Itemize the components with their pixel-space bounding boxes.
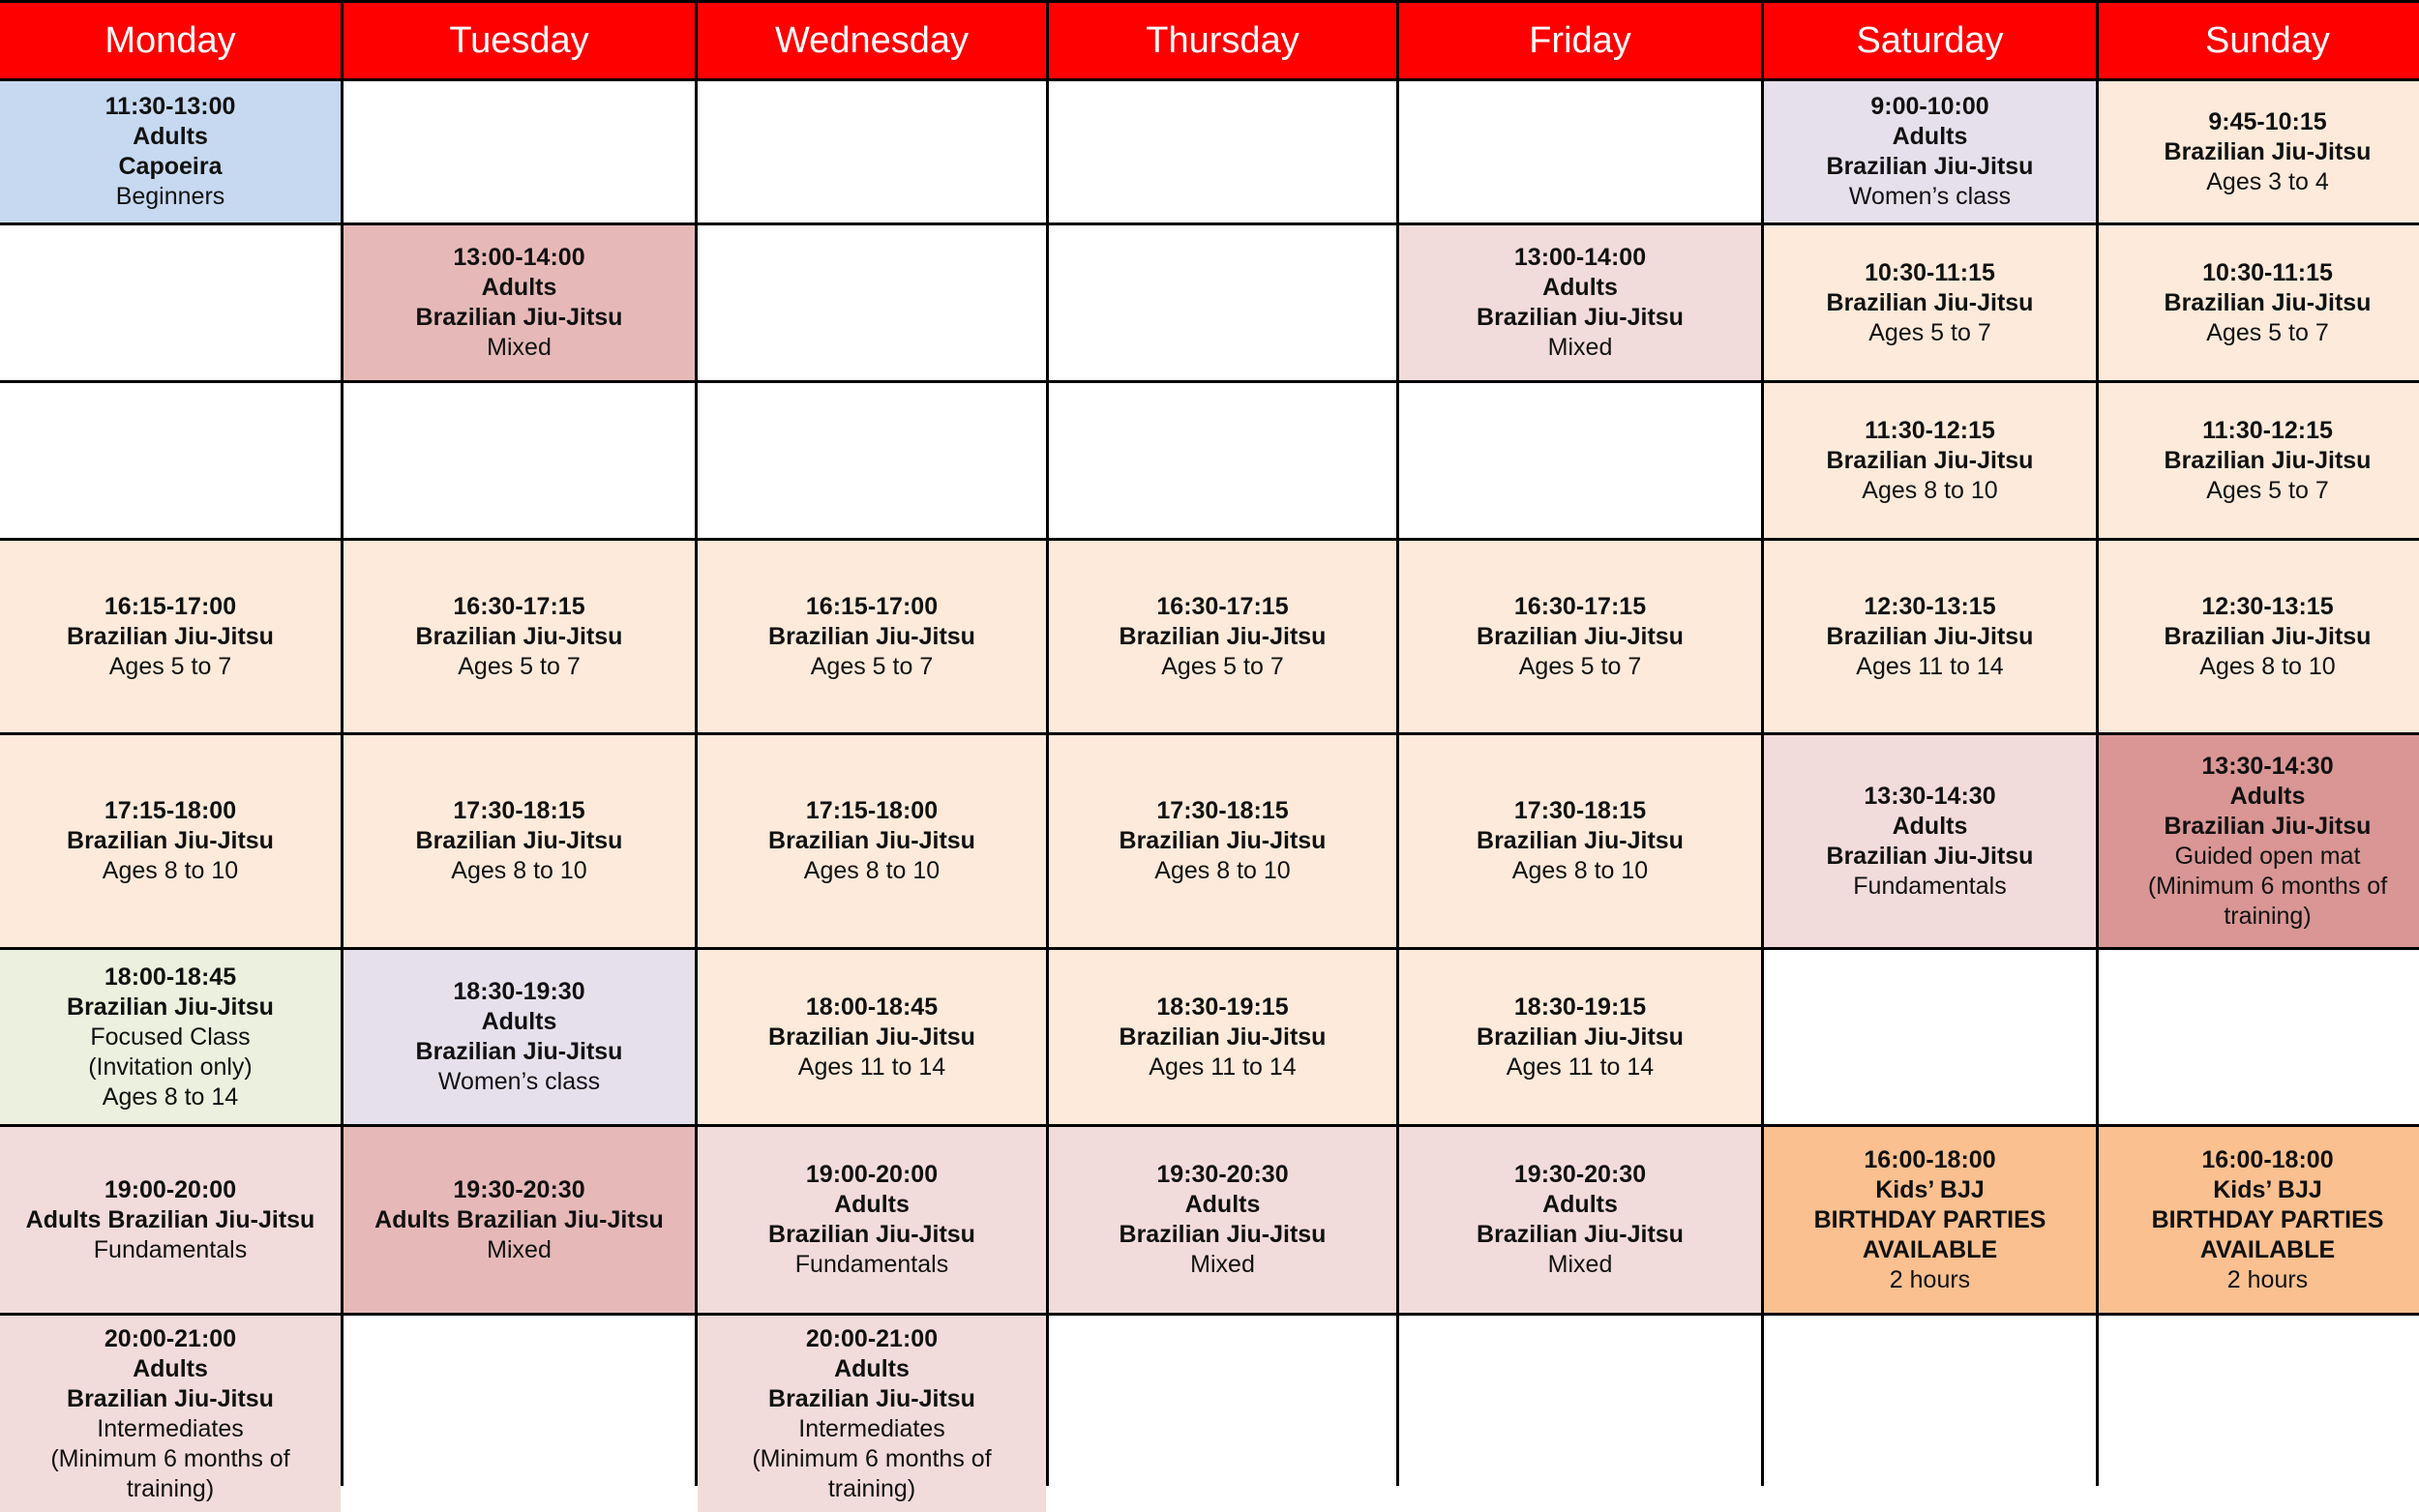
class-detail: Brazilian Jiu-Jitsu [1826,288,2034,316]
class-detail: Ages 5 to 7 [2206,476,2329,504]
class-time: 16:15-17:00 [805,592,939,620]
class-detail: Fundamentals [93,1235,248,1263]
class-detail: Adults [834,1354,910,1382]
class-time: 19:30-20:30 [1156,1161,1289,1188]
class-detail: Brazilian Jiu-Jitsu [768,827,975,854]
class-slot-friday [1399,541,1761,732]
class-detail: Ages 8 to 14 [102,1082,239,1111]
empty-slot-friday [1399,1316,1761,1512]
day-header-sunday: Sunday [2099,3,2419,78]
empty-slot-wednesday [698,383,1046,538]
class-detail: Ages 3 to 4 [2206,167,2329,195]
class-slot-thursday [1049,950,1396,1124]
empty-slot-thursday [1049,383,1396,538]
empty-slot-monday [0,225,341,380]
class-detail: Adults [133,1354,208,1382]
class-detail: Adults [1892,123,1968,150]
empty-slot-wednesday [698,225,1046,380]
class-detail: Adults [1542,274,1618,301]
class-detail: Intermediates [97,1414,244,1442]
empty-slot-sunday [2099,1316,2419,1512]
class-time: 13:00-14:00 [453,244,585,271]
class-slot-monday [0,81,341,222]
empty-slot-tuesday [343,81,695,222]
class-detail: Adults [1184,1191,1261,1218]
class-slot-saturday [1764,541,2096,732]
class-detail: Ages 5 to 7 [810,652,934,680]
class-slot-sunday [2099,541,2419,732]
class-time: 18:30-19:15 [1513,993,1647,1021]
class-detail: (Minimum 6 months of [50,1444,290,1472]
class-detail: Brazilian Jiu-Jitsu [2164,137,2372,165]
empty-slot-monday [0,383,341,538]
class-detail: (Minimum 6 months of [752,1444,992,1472]
class-detail: Kids’ BJJ [2213,1175,2322,1203]
empty-slot-tuesday [343,1316,695,1512]
class-detail: Adults Brazilian Jiu-Jitsu [374,1205,664,1233]
class-slot-thursday [1049,735,1396,947]
class-slot-saturday [1764,383,2096,538]
class-detail: 2 hours [1889,1265,1971,1293]
empty-slot-thursday [1049,81,1396,222]
class-slot-sunday [2099,1127,2419,1313]
empty-slot-tuesday [343,383,695,538]
class-detail: Focused Class [90,1023,251,1051]
class-slot-thursday [1049,1127,1396,1313]
class-detail: Brazilian Jiu-Jitsu [768,1384,975,1412]
class-detail: Ages 5 to 7 [1868,318,1991,346]
class-slot-tuesday [343,541,695,732]
class-time: 19:00-20:00 [805,1161,939,1188]
class-slot-friday [1399,1127,1761,1313]
class-detail: Ages 5 to 7 [458,652,581,680]
class-detail: Ages 11 to 14 [1856,652,2004,680]
class-time: 19:30-20:30 [453,1175,585,1203]
class-time: 17:30-18:15 [1513,797,1647,824]
class-detail: Ages 8 to 10 [1862,476,1998,504]
class-detail: Ages 11 to 14 [1149,1052,1297,1081]
class-detail: Brazilian Jiu-Jitsu [1826,622,2034,650]
class-time: 18:00-18:45 [805,993,939,1021]
class-slot-wednesday [698,541,1046,732]
class-detail: Ages 11 to 14 [797,1052,946,1081]
class-detail: Ages 5 to 7 [1161,652,1284,680]
class-time: 12:30-13:15 [1864,592,1996,620]
class-detail: (Invitation only) [88,1052,253,1081]
class-detail: training) [126,1474,215,1502]
class-slot-monday [0,1316,341,1512]
class-detail: Brazilian Jiu-Jitsu [2164,812,2372,840]
class-detail: Brazilian Jiu-Jitsu [1119,622,1327,650]
class-detail: Ages 8 to 10 [1511,857,1649,884]
class-detail: Brazilian Jiu-Jitsu [768,622,975,650]
class-detail: Brazilian Jiu-Jitsu [1477,1023,1684,1051]
class-slot-friday [1399,950,1761,1124]
class-time: 20:00-21:00 [805,1324,939,1352]
day-header-tuesday: Tuesday [343,3,695,78]
empty-slot-wednesday [698,81,1046,222]
class-detail: Brazilian Jiu-Jitsu [2164,622,2372,650]
class-slot-saturday [1764,81,2096,222]
class-time: 13:30-14:30 [2201,752,2334,780]
class-detail: BIRTHDAY PARTIES [1813,1205,2046,1233]
class-slot-wednesday [698,1316,1046,1512]
class-slot-wednesday [698,735,1046,947]
class-slot-monday [0,950,341,1124]
class-detail: Fundamentals [794,1251,949,1278]
class-detail: Adults [481,274,557,301]
class-detail: Beginners [115,183,225,210]
class-time: 10:30-11:15 [1865,258,1995,286]
class-detail: Brazilian Jiu-Jitsu [1477,622,1684,650]
day-header-friday: Friday [1399,3,1761,78]
class-detail: Mixed [1547,334,1613,361]
class-slot-friday [1399,735,1761,947]
class-detail: Ages 8 to 10 [451,857,587,884]
class-detail: Adults [2229,782,2306,810]
class-detail: Brazilian Jiu-Jitsu [1826,153,2034,180]
empty-slot-friday [1399,81,1761,222]
class-detail: Adults [1892,812,1968,840]
class-detail: Adults [1542,1191,1618,1218]
class-detail: AVAILABLE [2199,1235,2336,1263]
class-slot-tuesday [343,735,695,947]
class-time: 16:30-17:15 [1513,592,1647,620]
class-time: 9:45-10:15 [2208,107,2327,135]
empty-slot-thursday [1049,225,1396,380]
class-time: 16:00-18:00 [2201,1145,2334,1173]
class-detail: Brazilian Jiu-Jitsu [1826,446,2034,474]
class-slot-tuesday [343,950,695,1124]
class-slot-sunday [2099,225,2419,380]
class-detail: Adults [834,1191,910,1218]
class-detail: Brazilian Jiu-Jitsu [67,827,274,854]
empty-slot-friday [1399,383,1761,538]
class-time: 18:30-19:15 [1156,993,1289,1021]
class-time: 18:00-18:45 [104,963,237,991]
class-detail: Ages 5 to 7 [2206,318,2329,346]
class-detail: Brazilian Jiu-Jitsu [2164,288,2372,316]
class-detail: Mixed [1190,1251,1255,1278]
class-detail: BIRTHDAY PARTIES [2151,1205,2384,1233]
class-detail: Brazilian Jiu-Jitsu [768,1221,975,1248]
class-detail: Brazilian Jiu-Jitsu [1119,827,1327,854]
class-detail: Mixed [487,334,552,361]
class-slot-tuesday [343,1127,695,1313]
day-header-wednesday: Wednesday [698,3,1046,78]
class-detail: Adults Brazilian Jiu-Jitsu [25,1205,315,1233]
class-detail: Mixed [1547,1251,1613,1278]
class-detail: Intermediates [798,1414,945,1442]
class-slot-monday [0,541,341,732]
class-detail: Ages 8 to 10 [1154,857,1291,884]
class-time: 16:00-18:00 [1864,1145,1996,1173]
class-detail: Women’s class [437,1068,601,1095]
day-header-thursday: Thursday [1049,3,1396,78]
class-time: 11:30-13:00 [105,93,236,120]
class-time: 18:30-19:30 [453,978,585,1005]
class-slot-wednesday [698,1127,1046,1313]
class-slot-saturday [1764,225,2096,380]
class-detail: Ages 8 to 10 [2199,652,2336,680]
class-detail: Brazilian Jiu-Jitsu [1477,827,1684,854]
class-time: 17:30-18:15 [1156,797,1289,824]
class-slot-wednesday [698,950,1046,1124]
class-slot-monday [0,1127,341,1313]
class-slot-monday [0,735,341,947]
empty-slot-sunday [2099,950,2419,1124]
class-detail: Adults [133,123,208,150]
class-detail: Ages 11 to 14 [1506,1052,1655,1081]
class-slot-thursday [1049,541,1396,732]
class-time: 10:30-11:15 [2202,258,2333,286]
class-slot-tuesday [343,225,695,380]
class-time: 17:15-18:00 [805,797,939,824]
class-time: 17:15-18:00 [104,797,237,824]
class-detail: Capoeira [118,153,223,180]
class-time: 12:30-13:15 [2201,592,2334,620]
class-detail: Ages 5 to 7 [1518,652,1642,680]
class-time: 16:30-17:15 [453,592,585,620]
class-detail: (Minimum 6 months of [2147,872,2388,900]
class-detail: Brazilian Jiu-Jitsu [415,304,623,331]
class-time: 17:30-18:15 [453,797,585,824]
class-slot-sunday [2099,383,2419,538]
class-detail: Kids’ BJJ [1875,1175,1985,1203]
empty-slot-saturday [1764,950,2096,1124]
class-detail: 2 hours [2226,1265,2309,1293]
class-time: 16:30-17:15 [1156,592,1289,620]
class-detail: Brazilian Jiu-Jitsu [1477,304,1684,331]
class-time: 11:30-12:15 [1865,416,1995,444]
class-detail: Ages 8 to 10 [102,857,239,884]
class-detail: training) [2224,902,2312,930]
class-time: 11:30-12:15 [2202,416,2333,444]
class-detail: training) [827,1474,916,1502]
class-detail: Mixed [487,1235,552,1263]
class-detail: Brazilian Jiu-Jitsu [67,622,274,650]
class-slot-sunday [2099,81,2419,222]
class-detail: Brazilian Jiu-Jitsu [415,622,623,650]
class-slot-friday [1399,225,1761,380]
class-detail: Brazilian Jiu-Jitsu [2164,446,2372,474]
class-detail: Brazilian Jiu-Jitsu [67,993,274,1021]
class-detail: Fundamentals [1853,872,2007,900]
class-time: 19:30-20:30 [1513,1161,1647,1188]
class-detail: Adults [481,1008,557,1035]
class-time: 19:00-20:00 [104,1175,237,1203]
class-detail: Women’s class [1848,183,2012,210]
empty-slot-saturday [1764,1316,2096,1512]
class-time: 13:00-14:00 [1513,244,1647,271]
class-detail: Brazilian Jiu-Jitsu [768,1023,975,1051]
class-time: 20:00-21:00 [104,1324,237,1352]
class-detail: Brazilian Jiu-Jitsu [1477,1221,1684,1248]
empty-slot-thursday [1049,1316,1396,1512]
class-time: 9:00-10:00 [1870,93,1989,120]
class-time: 16:15-17:00 [104,592,237,620]
class-detail: AVAILABLE [1862,1235,1998,1263]
class-detail: Ages 8 to 10 [803,857,941,884]
class-detail: Brazilian Jiu-Jitsu [415,827,623,854]
class-detail: Brazilian Jiu-Jitsu [1119,1221,1327,1248]
class-detail: Brazilian Jiu-Jitsu [415,1038,623,1065]
class-detail: Brazilian Jiu-Jitsu [1119,1023,1327,1051]
class-detail: Brazilian Jiu-Jitsu [1826,842,2034,870]
class-slot-saturday [1764,1127,2096,1313]
class-slot-saturday [1764,735,2096,947]
day-header-monday: Monday [0,3,341,78]
class-detail: Brazilian Jiu-Jitsu [67,1384,274,1412]
class-time: 13:30-14:30 [1864,782,1996,810]
class-detail: Ages 5 to 7 [108,652,232,680]
class-slot-sunday [2099,735,2419,947]
day-header-saturday: Saturday [1764,3,2096,78]
class-detail: Guided open mat [2174,842,2361,870]
